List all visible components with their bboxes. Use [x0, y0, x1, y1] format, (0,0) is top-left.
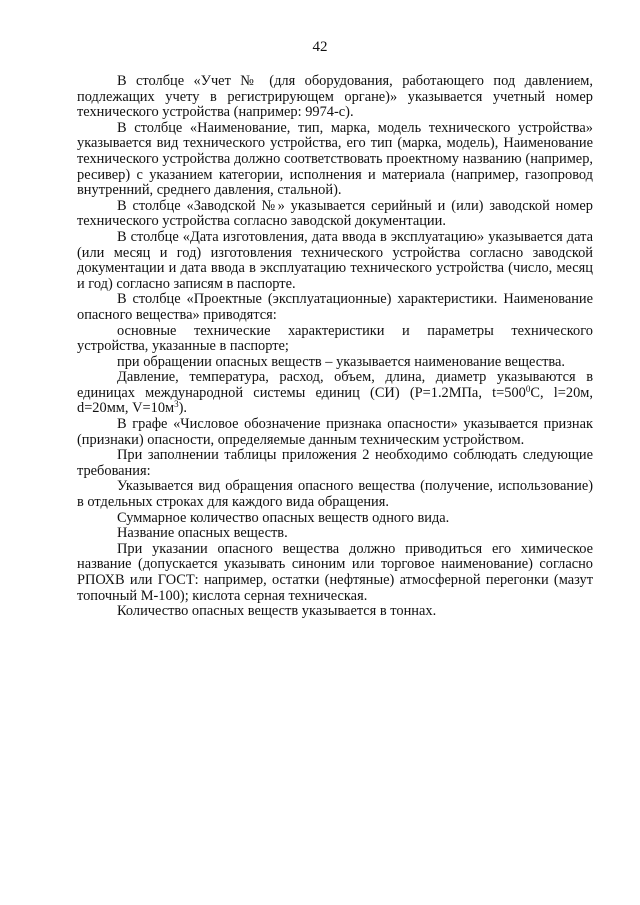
paragraph-design-characteristics: В столбце «Проектные (эксплуатационные) характеристики. Наименование опасного вещества» приводятся:: [77, 291, 593, 323]
paragraph-device-name-type: В столбце «Наименование, тип, марка, модель технического устройства» указывается вид технического устройства, его тип (марка, модель), Наименование технического устройства должно соответствовать проектному названию (например, ресивер) с указанием категории, исполнения и материала (например, газопровод внутренний, среднего давления, стальной).: [77, 119, 593, 199]
paragraph-handling-type: Указывается вид обращения опасного вещества (получение, использование) в отдельных строках для каждого вида обращения.: [77, 478, 593, 511]
paragraph-serial-number: В столбце «Заводской №» указывается серийный и (или) заводской номер технического устройства согласно заводской документации.: [77, 197, 593, 230]
cube-superscript: 3: [174, 399, 179, 410]
paragraph-total-quantity: Суммарное количество опасных веществ одного вида.: [117, 509, 450, 526]
paragraph-chemical-name: При указании опасного вещества должно приводиться его химическое название (допускается указывать синоним или торговое наименование) согласно РПОХВ или ГОСТ: например, остатки (нефтяные) атмосферной перегонки (мазут топочный М-100); кислота серная техническая.: [77, 540, 593, 604]
si-units-closing: ).: [178, 400, 188, 417]
si-units-text-continued: С, l=20м, d=20мм, V=10м: [77, 384, 593, 417]
paragraph-main-characteristics: основные технические характеристики и параметры технического устройства, указанные в паспорте;: [77, 322, 593, 355]
paragraph-substance-names: Название опасных веществ.: [117, 525, 288, 542]
paragraph-quantity-tons: Количество опасных веществ указывается в тоннах.: [117, 603, 437, 620]
si-units-text: Давление, температура, расход, объем, длина, диаметр указываются в единицах международной системы единиц (СИ) (Р=1.2МПа, t=500: [77, 369, 593, 401]
document-body: [77, 74, 593, 620]
paragraph-si-units: [77, 370, 593, 417]
paragraph-uchet-number: В столбце «Учет № (для оборудования, работающего под давлением, подлежащих учету в регистрирующем органе)» указывается учетный номер технического устройства (например: 9974-с).: [77, 73, 593, 121]
page-number: 42: [312, 39, 328, 55]
paragraph-hazard-sign: В графе «Числовое обозначение признака опасности» указывается признак (признаки) опасности, определяемые данным техническим устройством.: [77, 416, 593, 448]
paragraph-manufacture-date: В столбце «Дата изготовления, дата ввода в эксплуатацию» указывается дата (или месяц и год) изготовления технического устройства согласно заводской документации и дата ввода в эксплуатацию технического устройства (число, месяц и год) согласно записям в паспорте.: [77, 228, 593, 292]
paragraph-appendix-2-requirements: При заполнении таблицы приложения 2 необходимо соблюдать следующие требования:: [77, 447, 593, 479]
degree-superscript: 0: [525, 383, 531, 394]
paragraph-hazardous-substance-name: при обращении опасных веществ – указывается наименование вещества.: [117, 353, 565, 370]
